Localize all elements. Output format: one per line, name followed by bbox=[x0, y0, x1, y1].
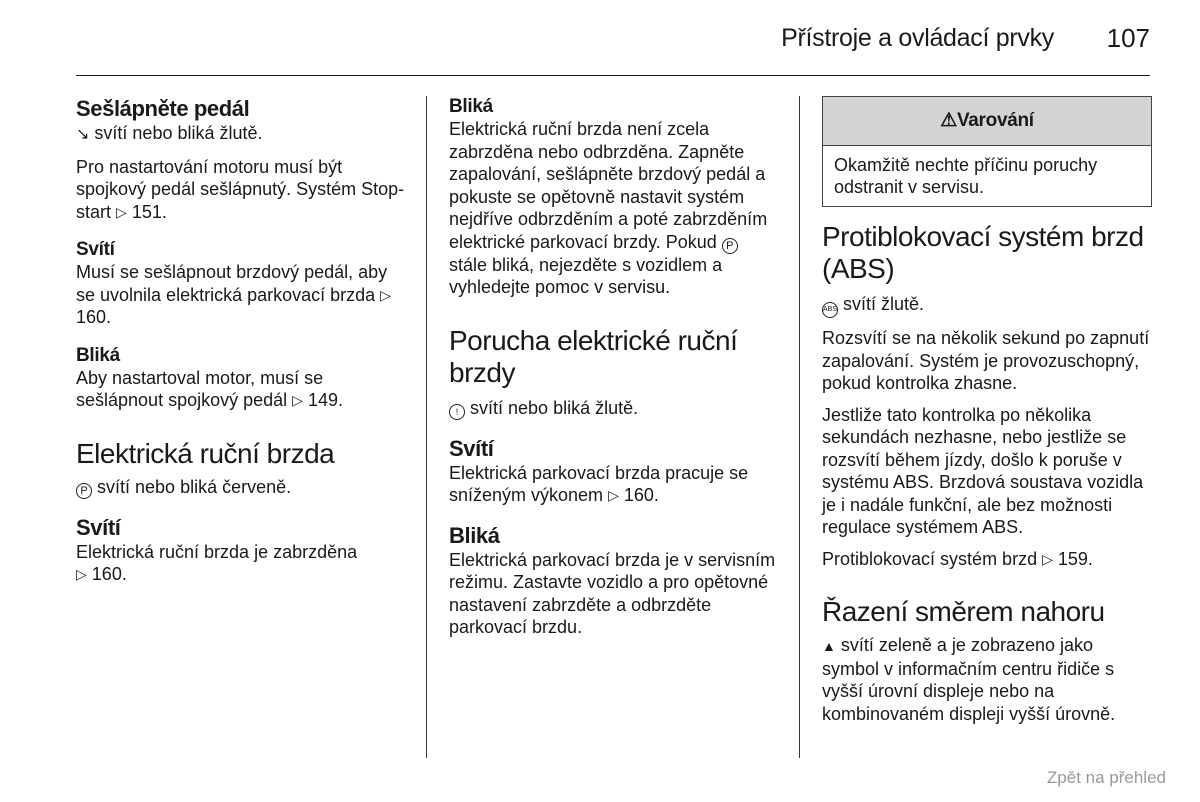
heading-brake-fault: Porucha elektrické ruční brzdy bbox=[449, 324, 738, 388]
page-ref-link[interactable]: 159. bbox=[1057, 548, 1093, 569]
blika-paragraph-a: Elektrická ruční brzda není zcela zabrzděna nebo odbrzděna. Zapněte zapalování, sešlápněte brzdový pedál a pokuste se opětovně nastavit systém nejdříve odbrzděním a poté zabrzděním elektrické parkovací brzdy. Pokud bbox=[449, 119, 768, 252]
header-divider bbox=[76, 75, 1150, 76]
warning-text: Okamžitě nechte příčinu poruchy odstranit v servisu. bbox=[834, 155, 1098, 197]
heading-sviti: Svítí bbox=[449, 435, 494, 461]
page-ref-link[interactable]: 160. bbox=[76, 307, 112, 327]
warning-header bbox=[823, 97, 1151, 146]
shift-up-paragraph: svítí zeleně a je zobrazeno jako symbol v informačním centru řidiče s vyšší úrovní displeje nebo na kombinovaném displeji vyšší úrovně. bbox=[822, 635, 1116, 724]
parking-brake-status: svítí nebo bliká červeně. bbox=[97, 476, 292, 497]
page-ref-link[interactable]: 160. bbox=[623, 485, 659, 505]
abs-paragraph-3: Protiblokovací systém brzd bbox=[822, 548, 1038, 569]
heading-blika-2: Bliká bbox=[449, 522, 500, 548]
heading-abs: Protiblokovací systém brzd (ABS) bbox=[822, 221, 1144, 284]
cross-reference-arrow-icon: ▷ bbox=[1042, 550, 1053, 567]
parking-brake-icon: P bbox=[722, 238, 738, 254]
sviti-paragraph: Musí se sešlápnout brzdový pedál, aby se uvolnila elektrická parkovací brzda bbox=[76, 262, 388, 305]
cross-reference-arrow-icon: ▷ bbox=[76, 566, 87, 582]
heading-sviti-2: Svítí bbox=[76, 514, 121, 540]
page-number: 107 bbox=[1106, 23, 1150, 53]
column-divider bbox=[799, 96, 800, 758]
heading-blika: Bliká bbox=[449, 96, 493, 117]
brake-fault-icon: ! bbox=[449, 404, 465, 420]
heading-sviti: Svítí bbox=[76, 239, 115, 260]
page-ref-link[interactable]: 149. bbox=[307, 390, 343, 410]
heading-electric-parking-brake: Elektrická ruční brzda bbox=[76, 437, 335, 469]
shift-up-icon: ▲ bbox=[822, 638, 836, 654]
clutch-pedal-icon: ↘ bbox=[76, 126, 90, 143]
parking-brake-icon: P bbox=[76, 483, 92, 499]
blika-paragraph-b: stále bliká, nejezděte s vozidlem a vyhledejte pomoc v servisu. bbox=[449, 254, 723, 297]
abs-paragraph-1: Rozsvítí se na několik sekund po zapnutí zapalování. Systém je provozuschopný, pokud kontrolka zhasne. bbox=[822, 328, 1150, 393]
abs-paragraph-2: Jestliže tato kontrolka po několika sekundách nezhasne, nebo jestliže se rozsvítí během jízdy, došlo k poruše v systému ABS. Brzdová soustava vozidla je i nadále funkční, ale bez možnosti regulace systémem ABS. bbox=[822, 404, 1144, 537]
blika-2-paragraph: Elektrická parkovací brzda je v servisním režimu. Zastavte vozidlo a pro opětovné nastavení zabrzděte a odbrzděte parkovací brzdu. bbox=[449, 549, 776, 637]
blika-paragraph: Aby nastartoval motor, musí se sešlápnout spojkový pedál bbox=[76, 367, 324, 410]
page-ref-link[interactable]: 151. bbox=[131, 201, 167, 222]
sviti-paragraph: Elektrická parkovací brzda pracuje se sníženým výkonem bbox=[449, 462, 749, 505]
heading-blika: Bliká bbox=[76, 344, 120, 366]
pedal-paragraph: Pro nastartování motoru musí být spojkový pedál sešlápnutý. Systém Stop-start bbox=[76, 156, 405, 222]
page-ref-link[interactable]: 160. bbox=[91, 564, 127, 584]
page-header-title: Přístroje a ovládací prvky bbox=[781, 24, 1054, 52]
cross-reference-arrow-icon: ▷ bbox=[292, 392, 303, 408]
warning-title: Varování bbox=[956, 110, 1034, 131]
pedal-status: svítí nebo bliká žlutě. bbox=[94, 123, 263, 143]
abs-icon: ABS bbox=[822, 302, 838, 318]
column-divider bbox=[426, 96, 427, 758]
brake-fault-status: svítí nebo bliká žlutě. bbox=[470, 397, 639, 418]
warning-triangle-icon: ⚠ bbox=[940, 110, 957, 131]
cross-reference-arrow-icon: ▷ bbox=[116, 203, 127, 220]
sviti-2-paragraph: Elektrická ruční brzda je zabrzděna bbox=[76, 541, 358, 562]
abs-status: svítí žlutě. bbox=[843, 294, 925, 314]
cross-reference-arrow-icon: ▷ bbox=[608, 487, 619, 503]
heading-shift-up: Řazení směrem nahoru bbox=[822, 596, 1105, 627]
column-left bbox=[76, 96, 406, 586]
warning-box bbox=[822, 96, 1152, 207]
back-to-overview-link[interactable]: Zpět na přehled bbox=[1046, 768, 1166, 787]
column-right bbox=[822, 96, 1152, 725]
column-middle bbox=[449, 96, 779, 639]
cross-reference-arrow-icon: ▷ bbox=[380, 286, 391, 303]
heading-pedal: Sešlápněte pedál bbox=[76, 96, 250, 121]
